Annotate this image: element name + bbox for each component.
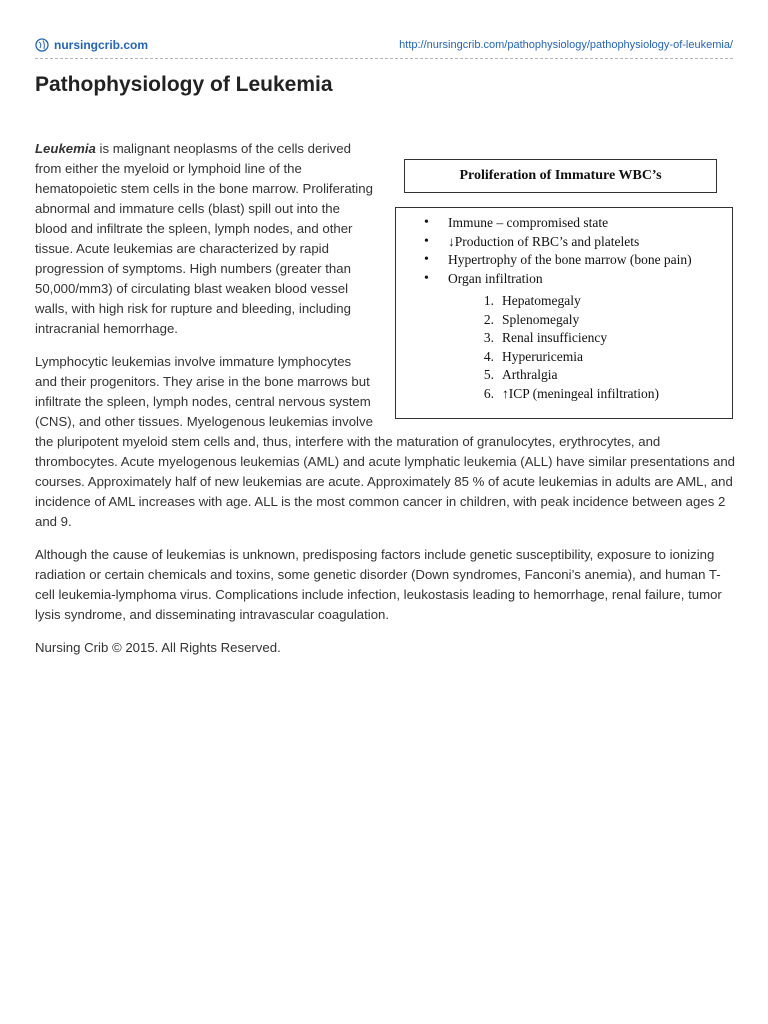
item-number: 1. (483, 293, 494, 308)
item-number: 4. (483, 348, 494, 364)
wbc-proliferation-figure (395, 159, 735, 421)
organ-item (474, 311, 732, 330)
organ-item (474, 385, 732, 404)
site-link[interactable] (35, 38, 148, 52)
item-number: 2. (483, 311, 494, 327)
item-number: 5. (483, 367, 494, 382)
figure-bullet: • Hypertrophy of the bone marrow (bone pain) (422, 251, 732, 270)
page-title: Pathophysiology of Leukemia (35, 73, 333, 96)
item-text: Splenomegaly (502, 311, 580, 327)
item-text: Hyperuricemia (502, 348, 583, 364)
organ-item (474, 366, 732, 385)
figure-bullet: • Organ infiltration (422, 270, 732, 289)
figure-box (395, 207, 733, 419)
globe-icon (35, 38, 49, 52)
item-text: Arthralgia (502, 367, 558, 382)
header-divider (35, 58, 733, 59)
paragraph-causes: Although the cause of leukemias is unknown, predisposing factors include genetic susceptibility, exposure to ionizing radiation or certain chemicals and toxins, some genetic disorder (Down syndromes, Fanconi’s anemia), and human T-cell leukemia-lymphoma virus. Complications include infection, leukostasis leading to hemorrhage, renal failure, tumor lysis syndrome, and disseminating intravascular coagulation. (35, 547, 722, 622)
page-header (35, 36, 733, 54)
site-name: nursingcrib.com (54, 38, 149, 52)
paragraph-types: Lymphocytic leukemias involve immature lymphocytes and their progenitors. They arise in the bone marrows but infiltrate the spleen, lymph nodes, central nervous system (CNS), and other tissues. Myelogenous leukemias involve the pluripotent myeloid stem cells and, thus, interfere with the maturation of granulocytes, erythrocytes, and thrombocytes. Acute myelogenous leukemias (AML) and acute lymphatic leukemia (ALL) have similar presentations and courses. Approximately half of new leukemias are acute. Approximately 85 % of acute leukemias in adults are AML, and incidence of AML increases with age. ALL is the most common cancer in children, with peak incidence between ages 2 and 9. (35, 354, 736, 529)
figure-bullet: • ↓Production of RBC’s and platelets (422, 233, 732, 252)
organ-item (474, 292, 732, 311)
item-number: 6. (483, 385, 494, 401)
item-text: Renal insufficiency (502, 330, 608, 345)
article-body (35, 139, 735, 671)
lead-term: Leukemia (35, 141, 96, 156)
organ-item (474, 329, 732, 348)
item-text: Hepatomegaly (502, 293, 581, 308)
figure-bullet: • Immune – compromised state (422, 214, 732, 233)
item-number: 3. (483, 330, 494, 345)
figure-bullet-list (422, 214, 732, 288)
item-text: ↑ICP (meningeal infiltration) (502, 385, 659, 401)
paragraph-intro-text: is malignant neoplasms of the cells derived from either the myeloid or lymphoid line of the hematopoietic stem cells in the bone marrow. Proliferating abnormal and immature cells (blast) spill out into the blood and infiltrate the spleen, lymph nodes, and other tissue. Acute leukemias are characterized by rapid progression of symptoms. High numbers (greater than 50,000/mm3) of circulating blast weaken blood vessel walls, with high risk for rupture and bleeding, including intracranial hemorrhage. (35, 141, 373, 336)
organ-item (474, 348, 732, 367)
copyright-footer: Nursing Crib © 2015. All Rights Reserved. (35, 640, 281, 655)
organ-list (422, 292, 732, 403)
page-url-link[interactable]: http://nursingcrib.com/pathophysiology/pathophysiology-of-leukemia/ (399, 39, 733, 51)
figure-title: Proliferation of Immature WBC’s (404, 159, 717, 193)
